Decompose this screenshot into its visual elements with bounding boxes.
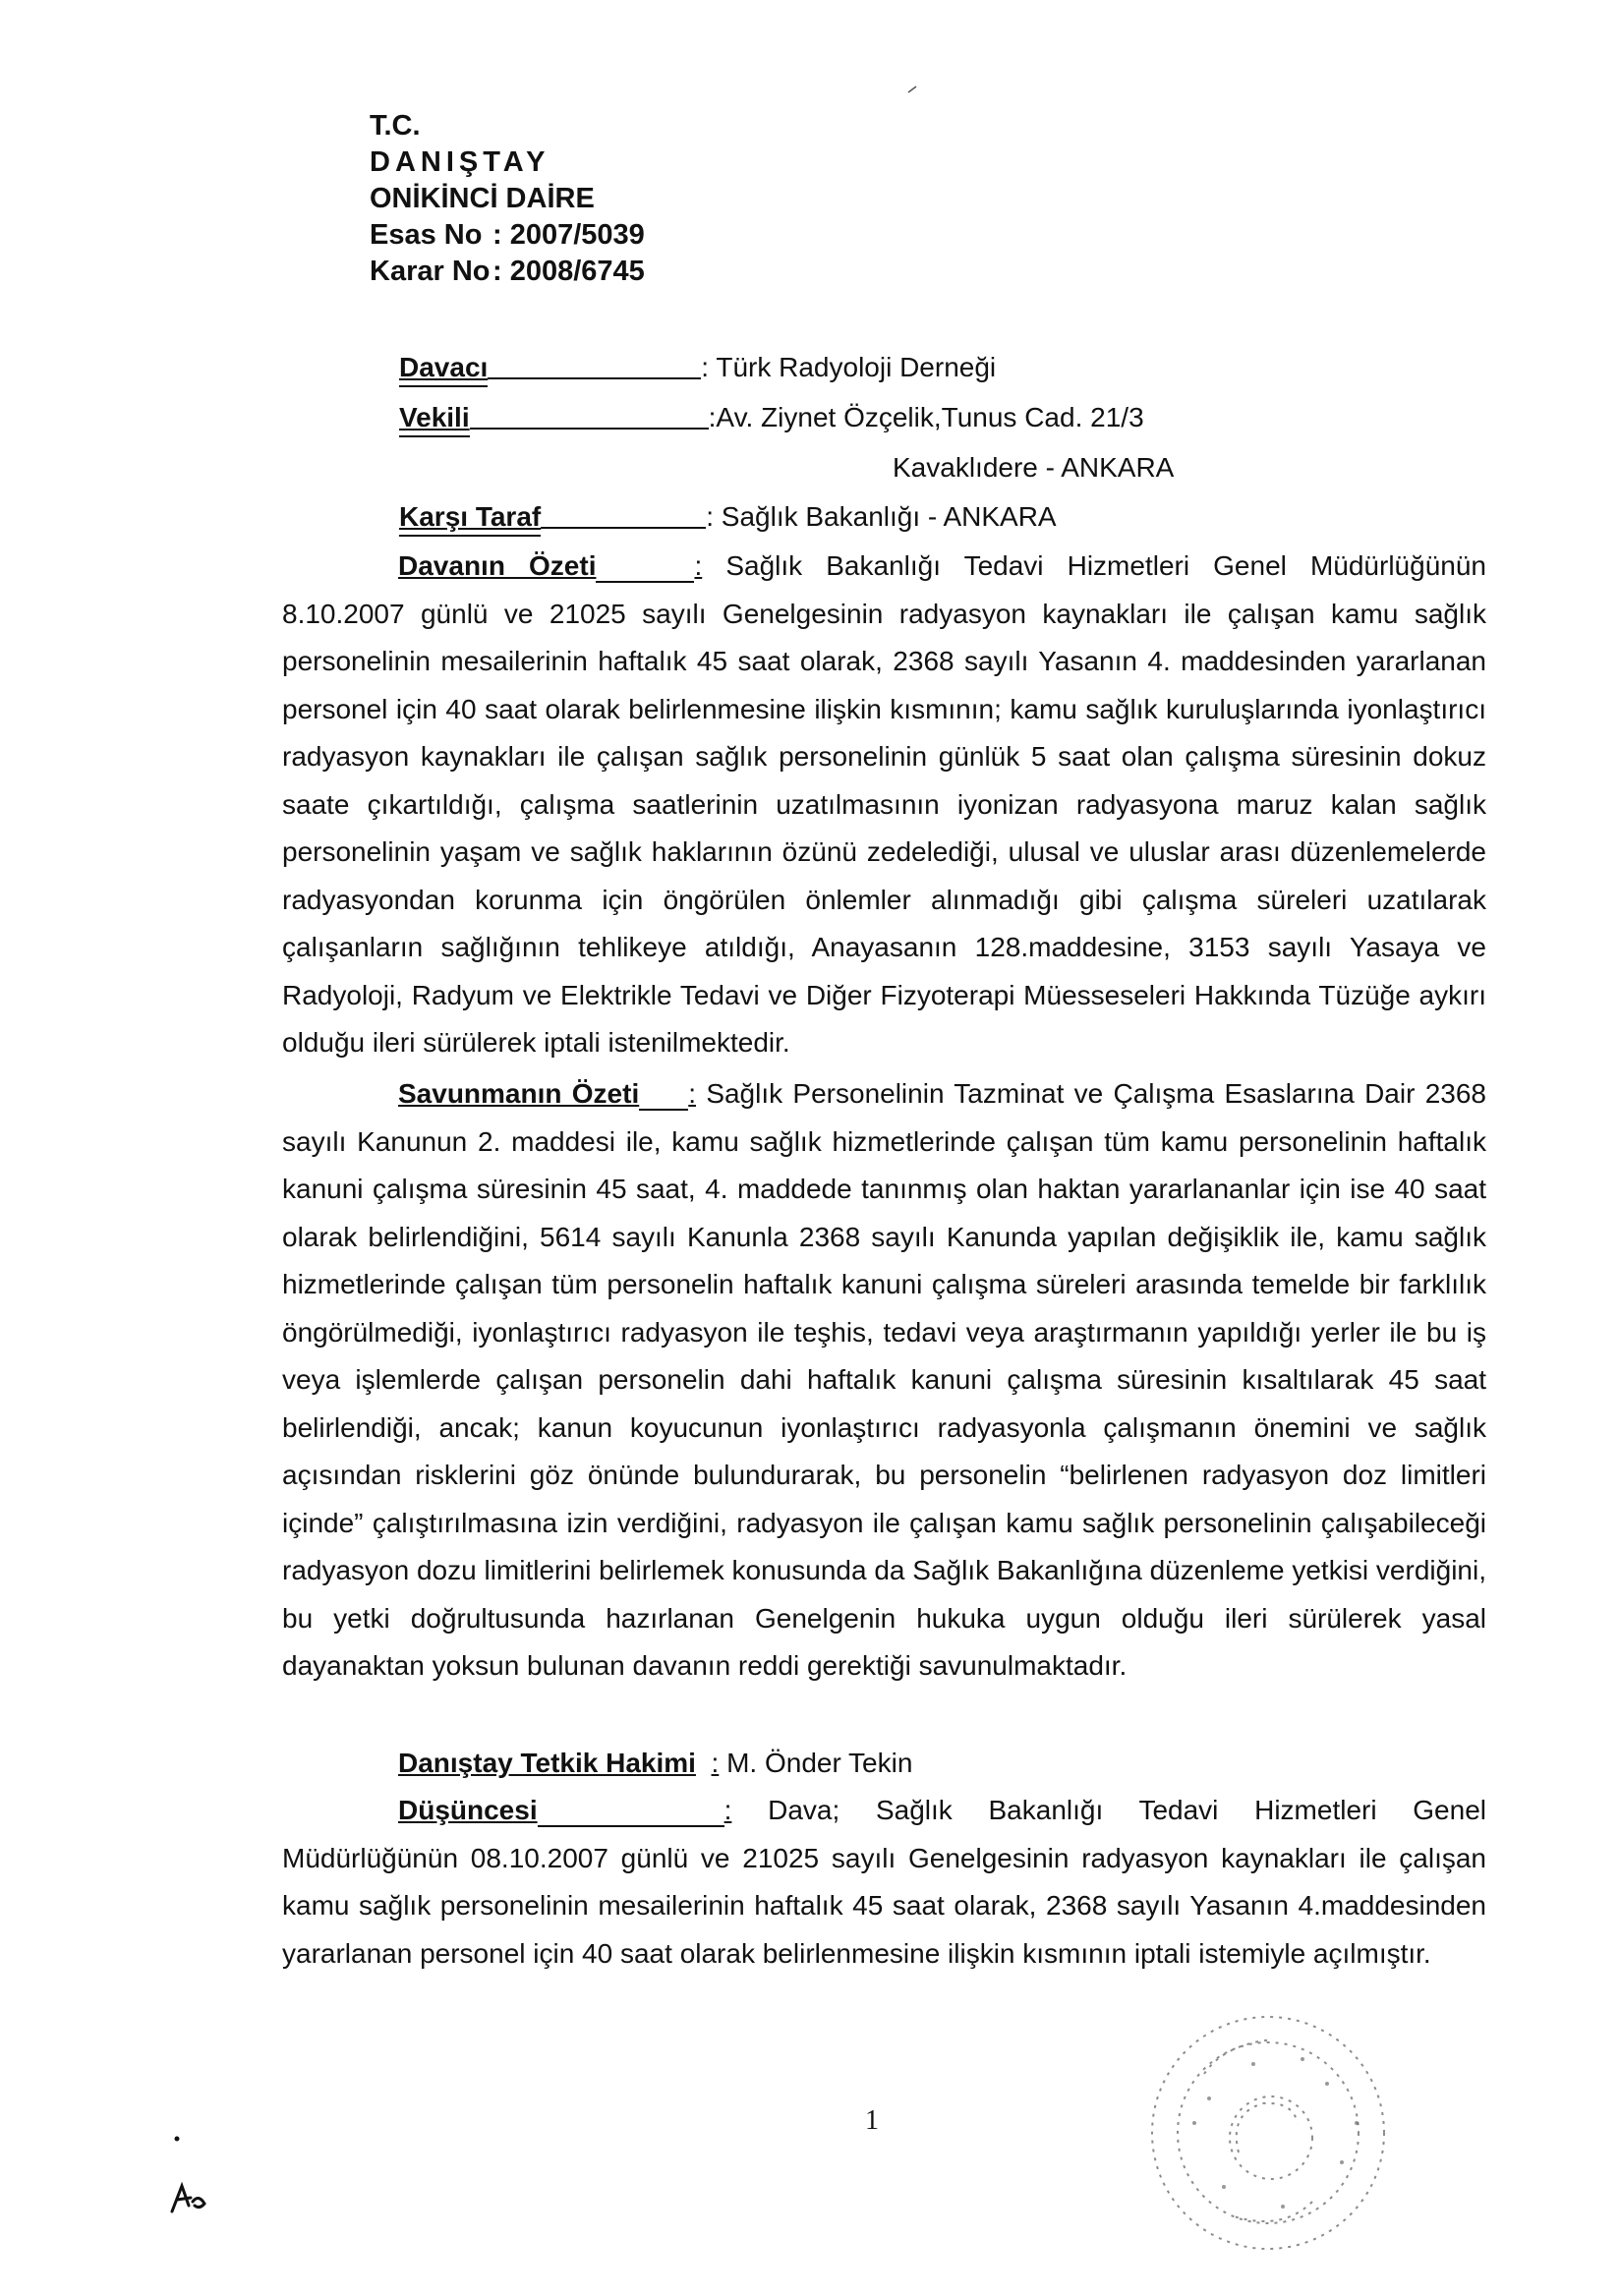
esas-label: Esas No — [370, 219, 483, 251]
defendant-label: Karşı Taraf — [399, 499, 541, 537]
karar-label: Karar No — [370, 256, 491, 287]
defense-summary-label: Savunmanın Özeti — [398, 1078, 640, 1109]
defendant-value: : Sağlık Bakanlığı - ANKARA — [706, 501, 1057, 532]
judge-row — [282, 1740, 1486, 1788]
country-label: T.C. — [370, 110, 421, 142]
attorney-address: Kavaklıdere - ANKARA — [893, 452, 1175, 483]
attorney-row — [399, 400, 1144, 437]
plaintiff-label: Davacı — [399, 350, 488, 387]
defense-summary-text: Sağlık Personelinin Tazminat ve Çalışma Esaslarına Dair 2368 sayılı Kanunun 2. maddesi ile, kamu sağlık hizmetlerinde çalışan tüm kamu personelinin haftalık kanuni çalışma süresinin 45 saat, 4. maddede tanınmış olan haktan yararlananlar için ise 40 saat olarak belirlendiğini, 5614 sayılı Kanunla 2368 sayılı Kanunda yapılan değişiklik ile, kamu sağlık hizmetlerinde çalışan tüm personelin haftalık kanuni çalışma süreleri arasında temelde bir farklılık öngörülmediği, iyonlaştırıcı radyasyon ile teşhis, tedavi veya araştırmanın yapıldığı yerler ile bu iş veya işlemlerde çalışan personelin dahi haftalık kanuni çalışma süresinin kısaltılarak 45 saat belirlendiği, ancak; kanun koyucunun iyonlaştırıcı radyasyonla çalışmanın önemini ve sağlık açısından risklerini göz önünde bulundurarak, bu personelin “belirlenen radyasyon doz limitleri içinde” çalıştırılmasına izin verdiğini, radyasyon ile çalışan kamu sağlık personelinin çalışabileceği radyasyon dozu limitlerini belirlemek konusunda da Sağlık Bakanlığına düzenleme yetkisi verdiğini, bu yetki doğrultusunda hazırlanan Genelgenin hukuka uygun olduğu ileri sürülerek yasal dayanaktan yoksun bulunan davanın reddi gerektiği savunulmaktadır. — [282, 1078, 1486, 1681]
chamber-name: ONİKİNCİ DAİRE — [370, 183, 595, 214]
page-number: 1 — [865, 2105, 879, 2136]
opinion-colon: : — [723, 1795, 732, 1825]
document-header — [370, 108, 645, 290]
case-summary-text: Sağlık Bakanlığı Tedavi Hizmetleri Genel Müdürlüğünün 8.10.2007 günlü ve 21025 sayılı Genelgesinin radyasyon kaynakları ile çalışan kamu sağlık personelinin mesailerinin haftalık 45 saat olarak, 2368 sayılı Yasanın 4. maddesinden yararlanan personel için 40 saat olarak belirlenmesine ilişkin kısmının; kamu sağlık kuruluşlarında iyonlaştırıcı radyasyon kaynakları ile çalışan sağlık personelinin günlük 5 saat olan çalışma süresinin dokuz saate çıkartıldığı, çalışma saatlerinin uzatılmasının iyonizan radyasyona maruz kalan sağlık personelinin yaşam ve sağlık haklarının özünü zedelediği, ulusal ve uluslar arası düzenlemelerde radyasyondan korunma için öngörülen önlemler alınmadığı gibi çalışma süreleri uzatılarak çalışanların sağlığının tehlikeye atıldığı, Anayasanın 128.maddesine, 3153 sayılı Yasaya ve Radyoloji, Radyum ve Elektrikle Tedavi ve Diğer Fizyoterapi Müesseseleri Hakkında Tüzüğe aykırı olduğu ileri sürülerek iptali istenilmektedir. — [282, 550, 1486, 1058]
esas-value: : 2007/5039 — [492, 219, 645, 251]
case-summary-colon: : — [694, 550, 703, 581]
defense-summary — [282, 1070, 1486, 1691]
court-name: DANIŞTAY — [370, 146, 550, 178]
opinion-text: Dava; Sağlık Bakanlığı Tedavi Hizmetleri Genel Müdürlüğünün 08.10.2007 günlü ve 21025 sayılı Genelgesinin radyasyon kaynakları ile çalışan kamu sağlık personelinin mesailerinin haftalık 45 saat olarak, 2368 sayılı Yasanın 4.maddesinden yararlanan personel için 40 saat olarak belirlenmesine ilişkin kısmının iptali istemiyle açılmıştır. — [282, 1795, 1486, 1969]
esas-row — [370, 217, 645, 254]
attorney-label: Vekili — [399, 400, 470, 437]
karar-row — [370, 254, 645, 290]
margin-mark — [167, 2133, 206, 2172]
judge-label: Danıştay Tetkik Hakimi — [398, 1748, 696, 1778]
attorney-value: :Av. Ziynet Özçelik,Tunus Cad. 21/3 — [708, 402, 1144, 432]
judge-colon: : — [711, 1748, 720, 1778]
defense-summary-colon: : — [688, 1078, 697, 1109]
opinion-label: Düşüncesi — [398, 1795, 538, 1825]
opinion — [282, 1787, 1486, 1978]
case-summary-label: Davanın Özeti — [398, 550, 597, 581]
scan-speck — [904, 79, 924, 98]
official-seal — [1135, 2005, 1401, 2261]
plaintiff-value: : Türk Radyoloji Derneği — [701, 352, 997, 382]
plaintiff-row — [399, 350, 996, 387]
karar-value: : 2008/6745 — [492, 256, 645, 287]
defendant-row — [399, 499, 1057, 537]
judge-name: M. Önder Tekin — [726, 1748, 913, 1778]
case-summary — [282, 543, 1486, 1067]
handwritten-initial — [167, 2172, 216, 2221]
